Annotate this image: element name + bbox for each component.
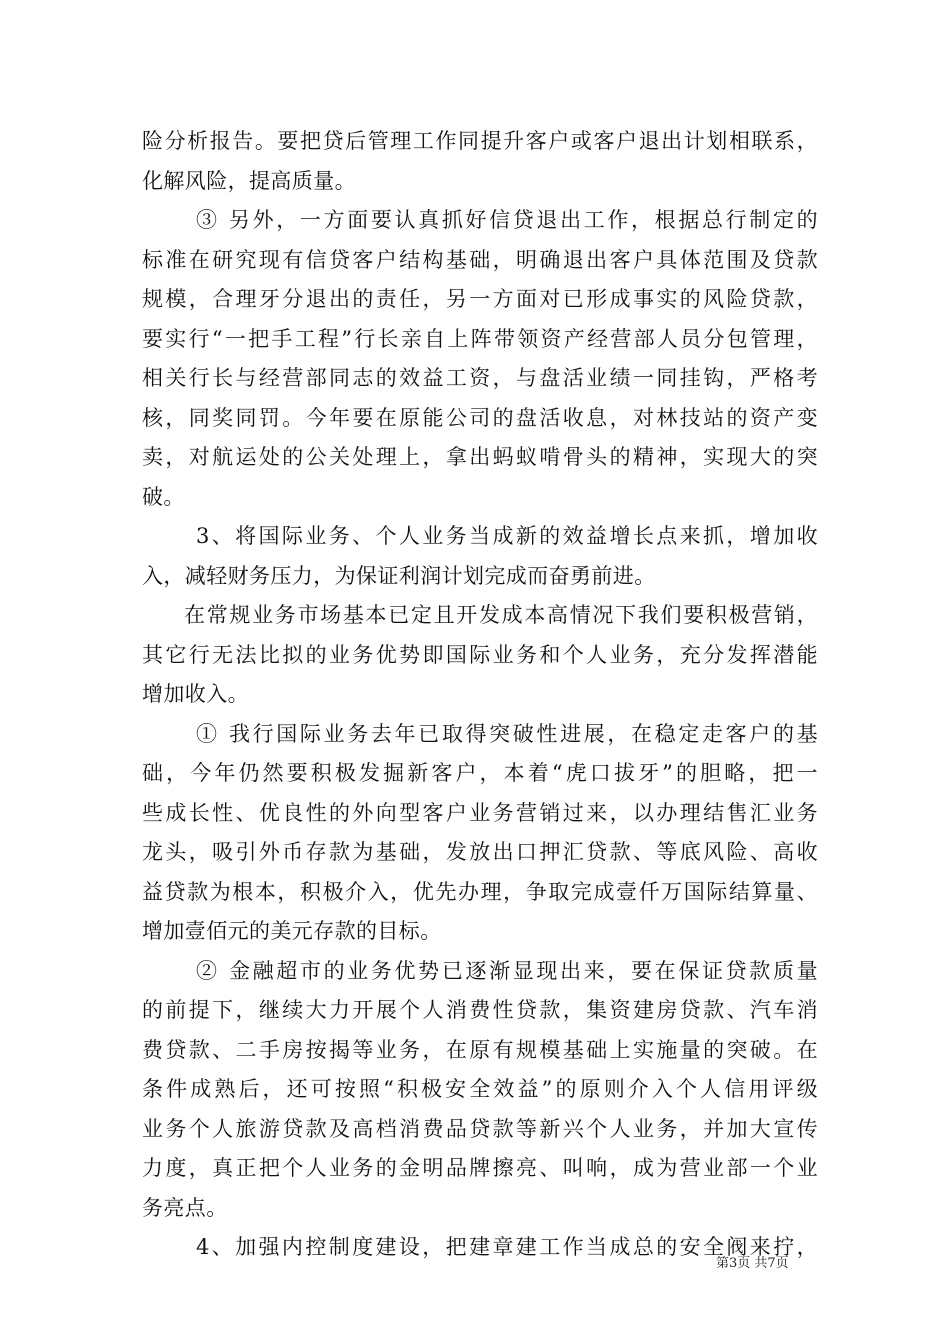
text-line: 益贷款为根本，积极介入，优先办理，争取完成壹仟万国际结算量、 [142, 879, 818, 904]
text-line: 3、将国际业务、个人业务当成新的效益增长点来抓，增加收 [196, 524, 818, 548]
text-line: 增加收入。 [142, 682, 249, 706]
text-line: 卖，对航运处的公关处理上，拿出蚂蚁啃骨头的精神，实现大的突 [142, 445, 818, 469]
text-line: 其它行无法比拟的业务优势即国际业务和个人业务，充分发挥潜能 [142, 642, 818, 667]
text-line: 费贷款、二手房按揭等业务，在原有规模基础上实施量的突破。在 [142, 1037, 818, 1062]
text-line: 条件成熟后，还可按照“积极安全效益”的原则介入个人信用评级 [142, 1077, 818, 1101]
text-line: 入，减轻财务压力，为保证利润计划完成而奋勇前进。 [142, 563, 656, 588]
text-line: 增加壹佰元的美元存款的目标。 [142, 919, 442, 943]
text-line: 险分析报告。要把贷后管理工作同提升客户或客户退出计划相联系， [142, 129, 818, 153]
text-line: 4、加强内控制度建设，把建章建工作当成总的安全阀来拧， [196, 1235, 818, 1259]
text-line: 破。 [142, 484, 185, 509]
text-line: 在常规业务市场基本已定且开发成本高情况下我们要积极营销， [184, 603, 818, 627]
text-line: 化解风险，提高质量。 [142, 168, 356, 193]
text-line: ② 金融超市的业务优势已逐渐显现出来，要在保证贷款质量 [196, 958, 818, 983]
text-line: 核，同奖同罚。今年要在原能公司的盘活收息，对林技站的资产变 [142, 405, 818, 430]
text-line: ③ 另外，一方面要认真抓好信贷退出工作，根据总行制定的 [196, 208, 818, 232]
body-text [142, 122, 818, 1268]
text-line: ① 我行国际业务去年已取得突破性进展，在稳定走客户的基 [196, 721, 818, 746]
text-line: 标准在研究现有信贷客户结构基础，明确退出客户具体范围及贷款 [142, 247, 818, 272]
page-number: 第3页 共7页 [716, 1256, 789, 1271]
text-line: 力度，真正把个人业务的金明品牌擦亮、叫响，成为营业部一个业 [142, 1156, 818, 1180]
text-line: 要实行“一把手工程”行长亲自上阵带领资产经营部人员分包管理， [142, 326, 818, 351]
text-line: 龙头，吸引外币存款为基础，发放出口押汇贷款、等底风险、高收 [142, 840, 818, 864]
text-line: 规模，合理牙分退出的责任，另一方面对已形成事实的风险贷款， [142, 287, 818, 311]
text-line: 的前提下，继续大力开展个人消费性贷款，集资建房贷款、汽车消 [142, 998, 818, 1022]
text-line: 础，今年仍然要积极发掘新客户，本着“虎口拔牙”的胆略，把一 [142, 761, 818, 785]
text-line: 相关行长与经营部同志的效益工资，与盘活业绩一同挂钩，严格考 [142, 366, 818, 390]
text-line: 务亮点。 [142, 1195, 228, 1220]
text-line: 业务个人旅游贷款及高档消费品贷款等新兴个人业务，并加大宣传 [142, 1116, 818, 1141]
text-line: 些成长性、优良性的外向型客户业务营销过来，以办理结售汇业务 [142, 800, 818, 825]
